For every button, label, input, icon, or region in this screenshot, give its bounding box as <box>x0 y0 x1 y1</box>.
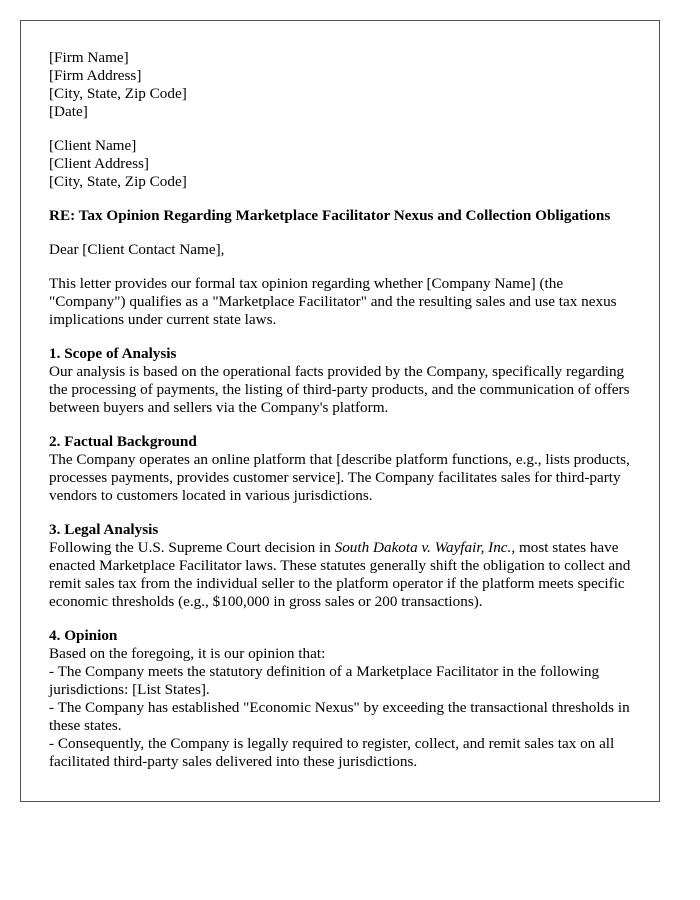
section-heading: 4. Opinion <box>49 627 118 644</box>
subject-line: RE: Tax Opinion Regarding Marketplace Facilitator Nexus and Collection Obligations <box>49 207 611 224</box>
firm-address: [Firm Address] <box>49 67 142 84</box>
section-heading: 3. Legal Analysis <box>49 521 159 538</box>
section-opinion <box>49 627 641 771</box>
case-citation: South Dakota v. Wayfair, Inc. <box>334 539 512 556</box>
section-heading: 2. Factual Background <box>49 433 197 450</box>
section-body <box>49 539 641 611</box>
section-scope <box>49 345 641 417</box>
section-legal-analysis <box>49 521 641 611</box>
section-body: Our analysis is based on the operational facts provided by the Company, specifically regarding the processing of payments, the listing of third-party products, and the communication of offers between buyers and sellers via the Company's platform. <box>49 363 630 416</box>
section-heading: 1. Scope of Analysis <box>49 345 177 362</box>
client-address-block <box>49 137 641 191</box>
opinion-item: - Consequently, the Company is legally required to register, collect, and remit sales tax on all facilitated third-party sales delivered into these jurisdictions. <box>49 735 615 770</box>
opinion-item: - The Company has established "Economic Nexus" by exceeding the transactional thresholds in these states. <box>49 699 630 734</box>
firm-address-block <box>49 49 641 121</box>
letter-page <box>20 20 660 802</box>
section-body: The Company operates an online platform that [describe platform functions, e.g., lists products, processes payments, provides customer service]. The Company facilitates sales for third-party vendors to customers located in various jurisdictions. <box>49 451 630 504</box>
section-body-text: Following the U.S. Supreme Court decision in <box>49 539 335 556</box>
firm-city-state-zip: [City, State, Zip Code] <box>49 85 187 102</box>
letter-content <box>49 49 641 771</box>
section-factual-background <box>49 433 641 505</box>
intro-paragraph: This letter provides our formal tax opinion regarding whether [Company Name] (the "Company") qualifies as a "Marketplace Facilitator" and the resulting sales and use tax nexus implications under current state laws. <box>49 275 617 328</box>
opinion-list <box>49 663 641 771</box>
letter-date: [Date] <box>49 103 88 120</box>
firm-name: [Firm Name] <box>49 49 129 66</box>
client-city-state-zip: [City, State, Zip Code] <box>49 173 187 190</box>
opinion-lead: Based on the foregoing, it is our opinion that: <box>49 645 326 662</box>
opinion-item: - The Company meets the statutory definition of a Marketplace Facilitator in the following jurisdictions: [List States]. <box>49 663 600 698</box>
salutation: Dear [Client Contact Name], <box>49 241 225 258</box>
section-body-text: , most states have enacted Marketplace Facilitator laws. These statutes generally shift the obligation to collect and remit sales tax from the individual seller to the platform operator if the platform meets specific economic thresholds (e.g., $100,000 in gross sales or 200 transactions). <box>49 539 631 610</box>
client-name: [Client Name] <box>49 137 137 154</box>
client-address: [Client Address] <box>49 155 149 172</box>
